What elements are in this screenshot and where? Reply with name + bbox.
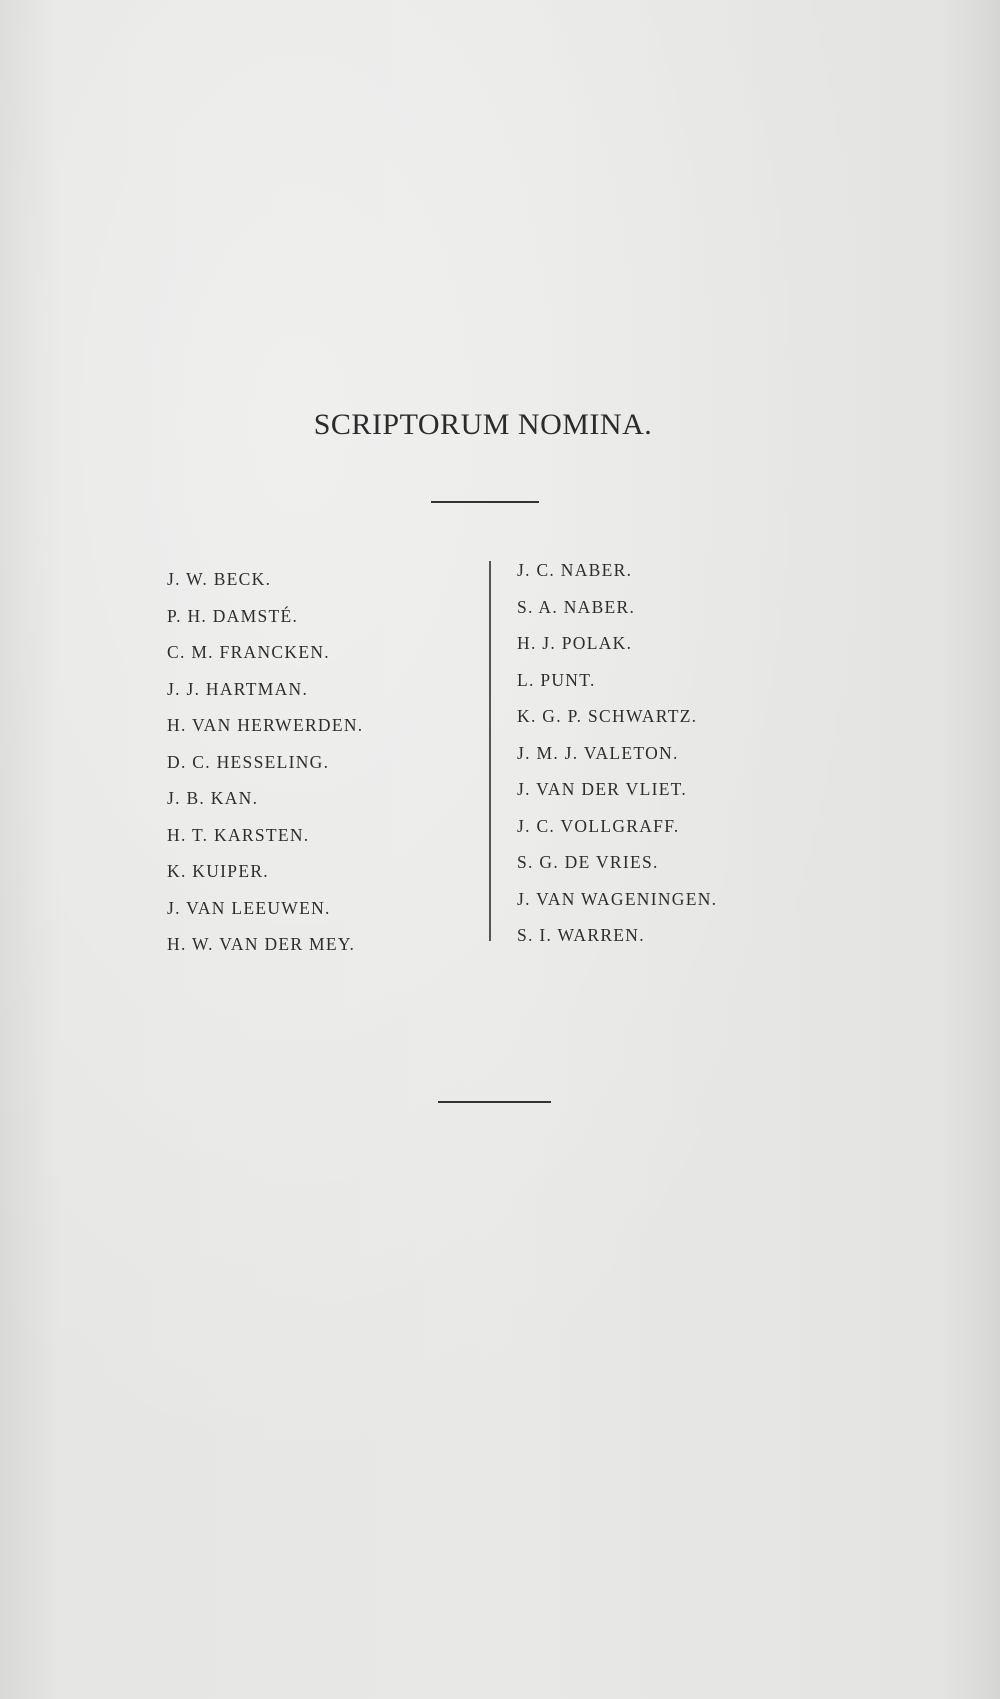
- author-name: H. VAN HERWERDEN.: [167, 715, 364, 735]
- author-name: H. W. VAN DER MEY.: [167, 934, 356, 954]
- author-name: J. M. J. VALETON.: [517, 742, 679, 763]
- author-name: J. VAN DER VLIET.: [517, 779, 688, 799]
- author-name: J. VAN WAGENINGEN.: [517, 888, 718, 909]
- author-name: K. G. P. SCHWARTZ.: [517, 706, 698, 726]
- title-rule: [431, 501, 539, 503]
- column-divider: [489, 561, 491, 941]
- page-title: SCRIPTORUM NOMINA.: [313, 408, 653, 441]
- author-name: J. W. BECK.: [167, 569, 272, 589]
- author-name: J. VAN LEEUWEN.: [167, 897, 331, 918]
- author-name: J. C. VOLLGRAFF.: [517, 815, 680, 836]
- author-name: H. J. POLAK.: [517, 633, 633, 653]
- closing-rule: [438, 1101, 551, 1103]
- author-name: K. KUIPER.: [167, 861, 269, 881]
- author-name: D. C. HESSELING.: [167, 751, 330, 772]
- author-name: S. I. WARREN.: [517, 925, 645, 945]
- author-name: C. M. FRANCKEN.: [167, 642, 330, 662]
- author-name: S. G. DE VRIES.: [517, 852, 659, 872]
- author-name: S. A. NABER.: [517, 596, 636, 617]
- author-name: J. J. HARTMAN.: [167, 678, 309, 699]
- author-name: J. B. KAN.: [167, 788, 259, 808]
- author-name: P. H. DAMSTÉ.: [167, 605, 299, 626]
- author-list-left: [167, 561, 363, 963]
- author-name: J. C. NABER.: [517, 560, 633, 580]
- author-name: H. T. KARSTEN.: [167, 824, 310, 845]
- author-name: L. PUNT.: [517, 669, 596, 690]
- author-list-right: [517, 552, 717, 954]
